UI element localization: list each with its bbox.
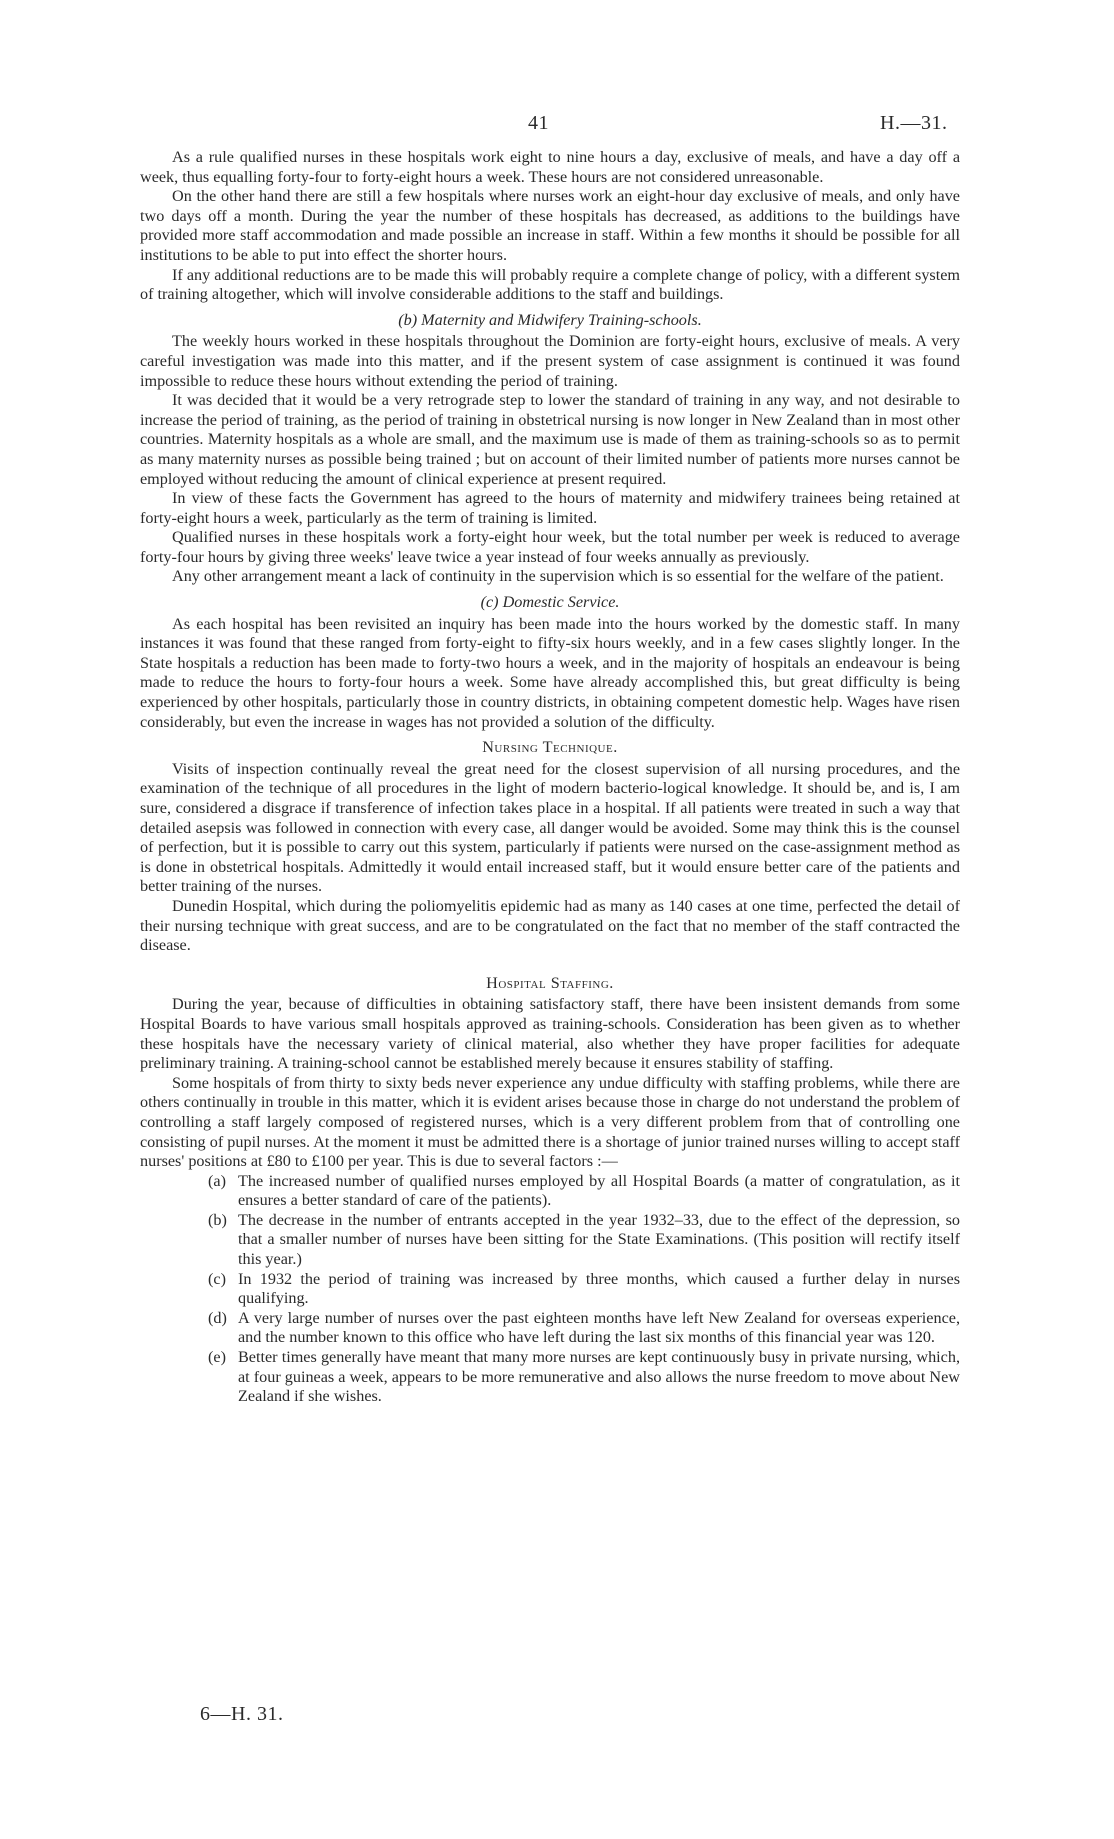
list-item-text: The increased number of qualified nurses employed by all Hospital Boards (a matter of congratulation, as it ensures a better standard of care of the patients). (238, 1171, 960, 1210)
section-heading-domestic: (c) Domestic Service. (480, 593, 620, 612)
paragraph: If any additional reductions are to be made this will probably require a complete change of policy, with a different system of training altogether, which will involve considerable additions to the staff and buildings. (140, 265, 960, 304)
paragraph: The weekly hours worked in these hospitals throughout the Dominion are forty-eight hours, exclusive of meals. A very careful investigation was made into this matter, and if the present system of case assignment is continued it was found impossible to reduce these hours without extending the period of training. (140, 332, 960, 390)
paragraph: Dunedin Hospital, which during the poliomyelitis epidemic had as many as 140 cases at one time, perfected the detail of their nursing technique with great success, and are to be congratulated on the fact that no member of the staff contracted the disease. (140, 896, 960, 955)
paragraph: As each hospital has been revisited an inquiry has been made into the hours worked by the domestic staff. In many instances it was found that these ranged from forty-eight to fifty-six hours weekly, and in a few cases slightly longer. In the State hospitals a reduction has been made to forty-two hours a week, and in the majority of hospitals an endeavour is being made to reduce the hours to forty-four hours a week. Some have already accomplished this, but great difficulty is being experienced by other hospitals, particularly those in country districts, in obtaining competent domestic help. Wages have risen considerably, but even the increase in wages has not provided a solution of the difficulty. (140, 614, 960, 731)
paragraph: It was decided that it would be a very retrograde step to lower the standard of training in any way, and not desirable to increase the period of training, as the period of training in obstetrical nursing is now longer in New Zealand than in most other countries. Maternity hospitals as a whole are small, and the maximum use is made of them as training-schools so as to permit as many maternity nurses as possible being trained ; but on account of their limited number of patients more nurses cannot be employed without reducing the amount of clinical experience at present required. (140, 391, 960, 488)
paragraph: In view of these facts the Government has agreed to the hours of maternity and midwifery trainees being retained at forty-eight hours a week, particularly as the term of training is limited. (140, 489, 960, 527)
section-heading-nursing-technique: Nursing Technique. (482, 738, 618, 757)
paragraph: On the other hand there are still a few hospitals where nurses work an eight-hour day exclusive of meals, and only have two days off a month. During the year the number of these hospitals has decreased, as additions to the buildings have provided more staff accommodation and made possible an increase in staff. Within a few months it should be possible for all institutions to be able to put into effect the shorter hours. (140, 187, 960, 264)
document-reference: H.—31. (880, 112, 948, 134)
list-item-text: The decrease in the number of entrants accepted in the year 1932–33, due to the effect of the depression, so that a smaller number of nurses have been sitting for the State Examinations. (This position will rectify itself this year.) (238, 1210, 960, 1269)
list-item (140, 1172, 960, 1211)
list-item-text: Better times generally have meant that many more nurses are kept continuously busy in private nursing, which, at four guineas a week, appears to be more remunerative and also allows the nurse freedom to move about New Zealand if she wishes. (238, 1348, 960, 1406)
paragraph: Some hospitals of from thirty to sixty beds never experience any undue difficulty with staffing problems, while there are others continually in trouble in this matter, which it is evident arises because those in charge do not understand the problem of controlling a staff largely composed of registered nurses, which is a very different problem from that of controlling one consisting of pupil nurses. At the moment it must be admitted there is a shortage of junior trained nurses willing to accept staff nurses' positions at £80 to £100 per year. This is due to several factors :— (140, 1073, 960, 1171)
section-heading-maternity: (b) Maternity and Midwifery Training-schools. (398, 310, 702, 329)
list-item-label: (e) (208, 1348, 226, 1367)
page-signature: 6—H. 31. (200, 1703, 284, 1725)
page-number: 41 (528, 112, 549, 134)
section-heading-hospital-staffing: Hospital Staffing. (486, 973, 614, 992)
list-item (140, 1270, 960, 1309)
document-body (140, 148, 960, 1407)
paragraph: Qualified nurses in these hospitals work a forty-eight hour week, but the total number per week is reduced to average forty-four hours by giving three weeks' leave twice a year instead of four weeks annually as previously. (140, 528, 960, 566)
list-item-label: (a) (208, 1171, 226, 1190)
paragraph: As a rule qualified nurses in these hospitals work eight to nine hours a day, exclusive of meals, and have a day off a week, thus equalling forty-four to forty-eight hours a week. These hours are not considered unreasonable. (140, 148, 960, 186)
list-item (140, 1211, 960, 1270)
paragraph: Any other arrangement meant a lack of continuity in the supervision which is so essential for the welfare of the patient. (172, 567, 944, 586)
list-item-text: In 1932 the period of training was increased by three months, which caused a further delay in nurses qualifying. (238, 1269, 960, 1308)
paragraph: During the year, because of difficulties in obtaining satisfactory staff, there have been insistent demands from some Hospital Boards to have various small hospitals approved as training-schools. Consideration has been given as to whether these hospitals have the necessary variety of clinical material, also whether they have proper facilities for adequate preliminary training. A training-school cannot be established merely because it ensures stability of staffing. (140, 995, 960, 1073)
factors-list (140, 1172, 960, 1407)
paragraph: Visits of inspection continually reveal the great need for the closest supervision of all nursing procedures, and the examination of the technique of all procedures in the light of modern bacterio-logical knowledge. It should be, and is, I am sure, considered a disgrace if transference of infection takes place in a hospital. If all patients were treated in such a way that detailed asepsis was followed in connection with every case, all danger would be avoided. Some may think this is the counsel of perfection, but it is possible to carry out this system, particularly if patients were nursed on the case-assignment method as is done in obstetrical hospitals. Admittedly it would entail increased staff, but it would ensure better care of the patients and better training of the nurses. (140, 759, 960, 896)
list-item (140, 1309, 960, 1348)
list-item-label: (d) (208, 1308, 227, 1327)
list-item-text: A very large number of nurses over the past eighteen months have left New Zealand for overseas experience, and the number known to this office who have left during the last six months of this financial year was 120. (238, 1308, 960, 1347)
list-item-label: (b) (208, 1210, 227, 1229)
list-item (140, 1348, 960, 1407)
list-item-label: (c) (208, 1269, 226, 1288)
